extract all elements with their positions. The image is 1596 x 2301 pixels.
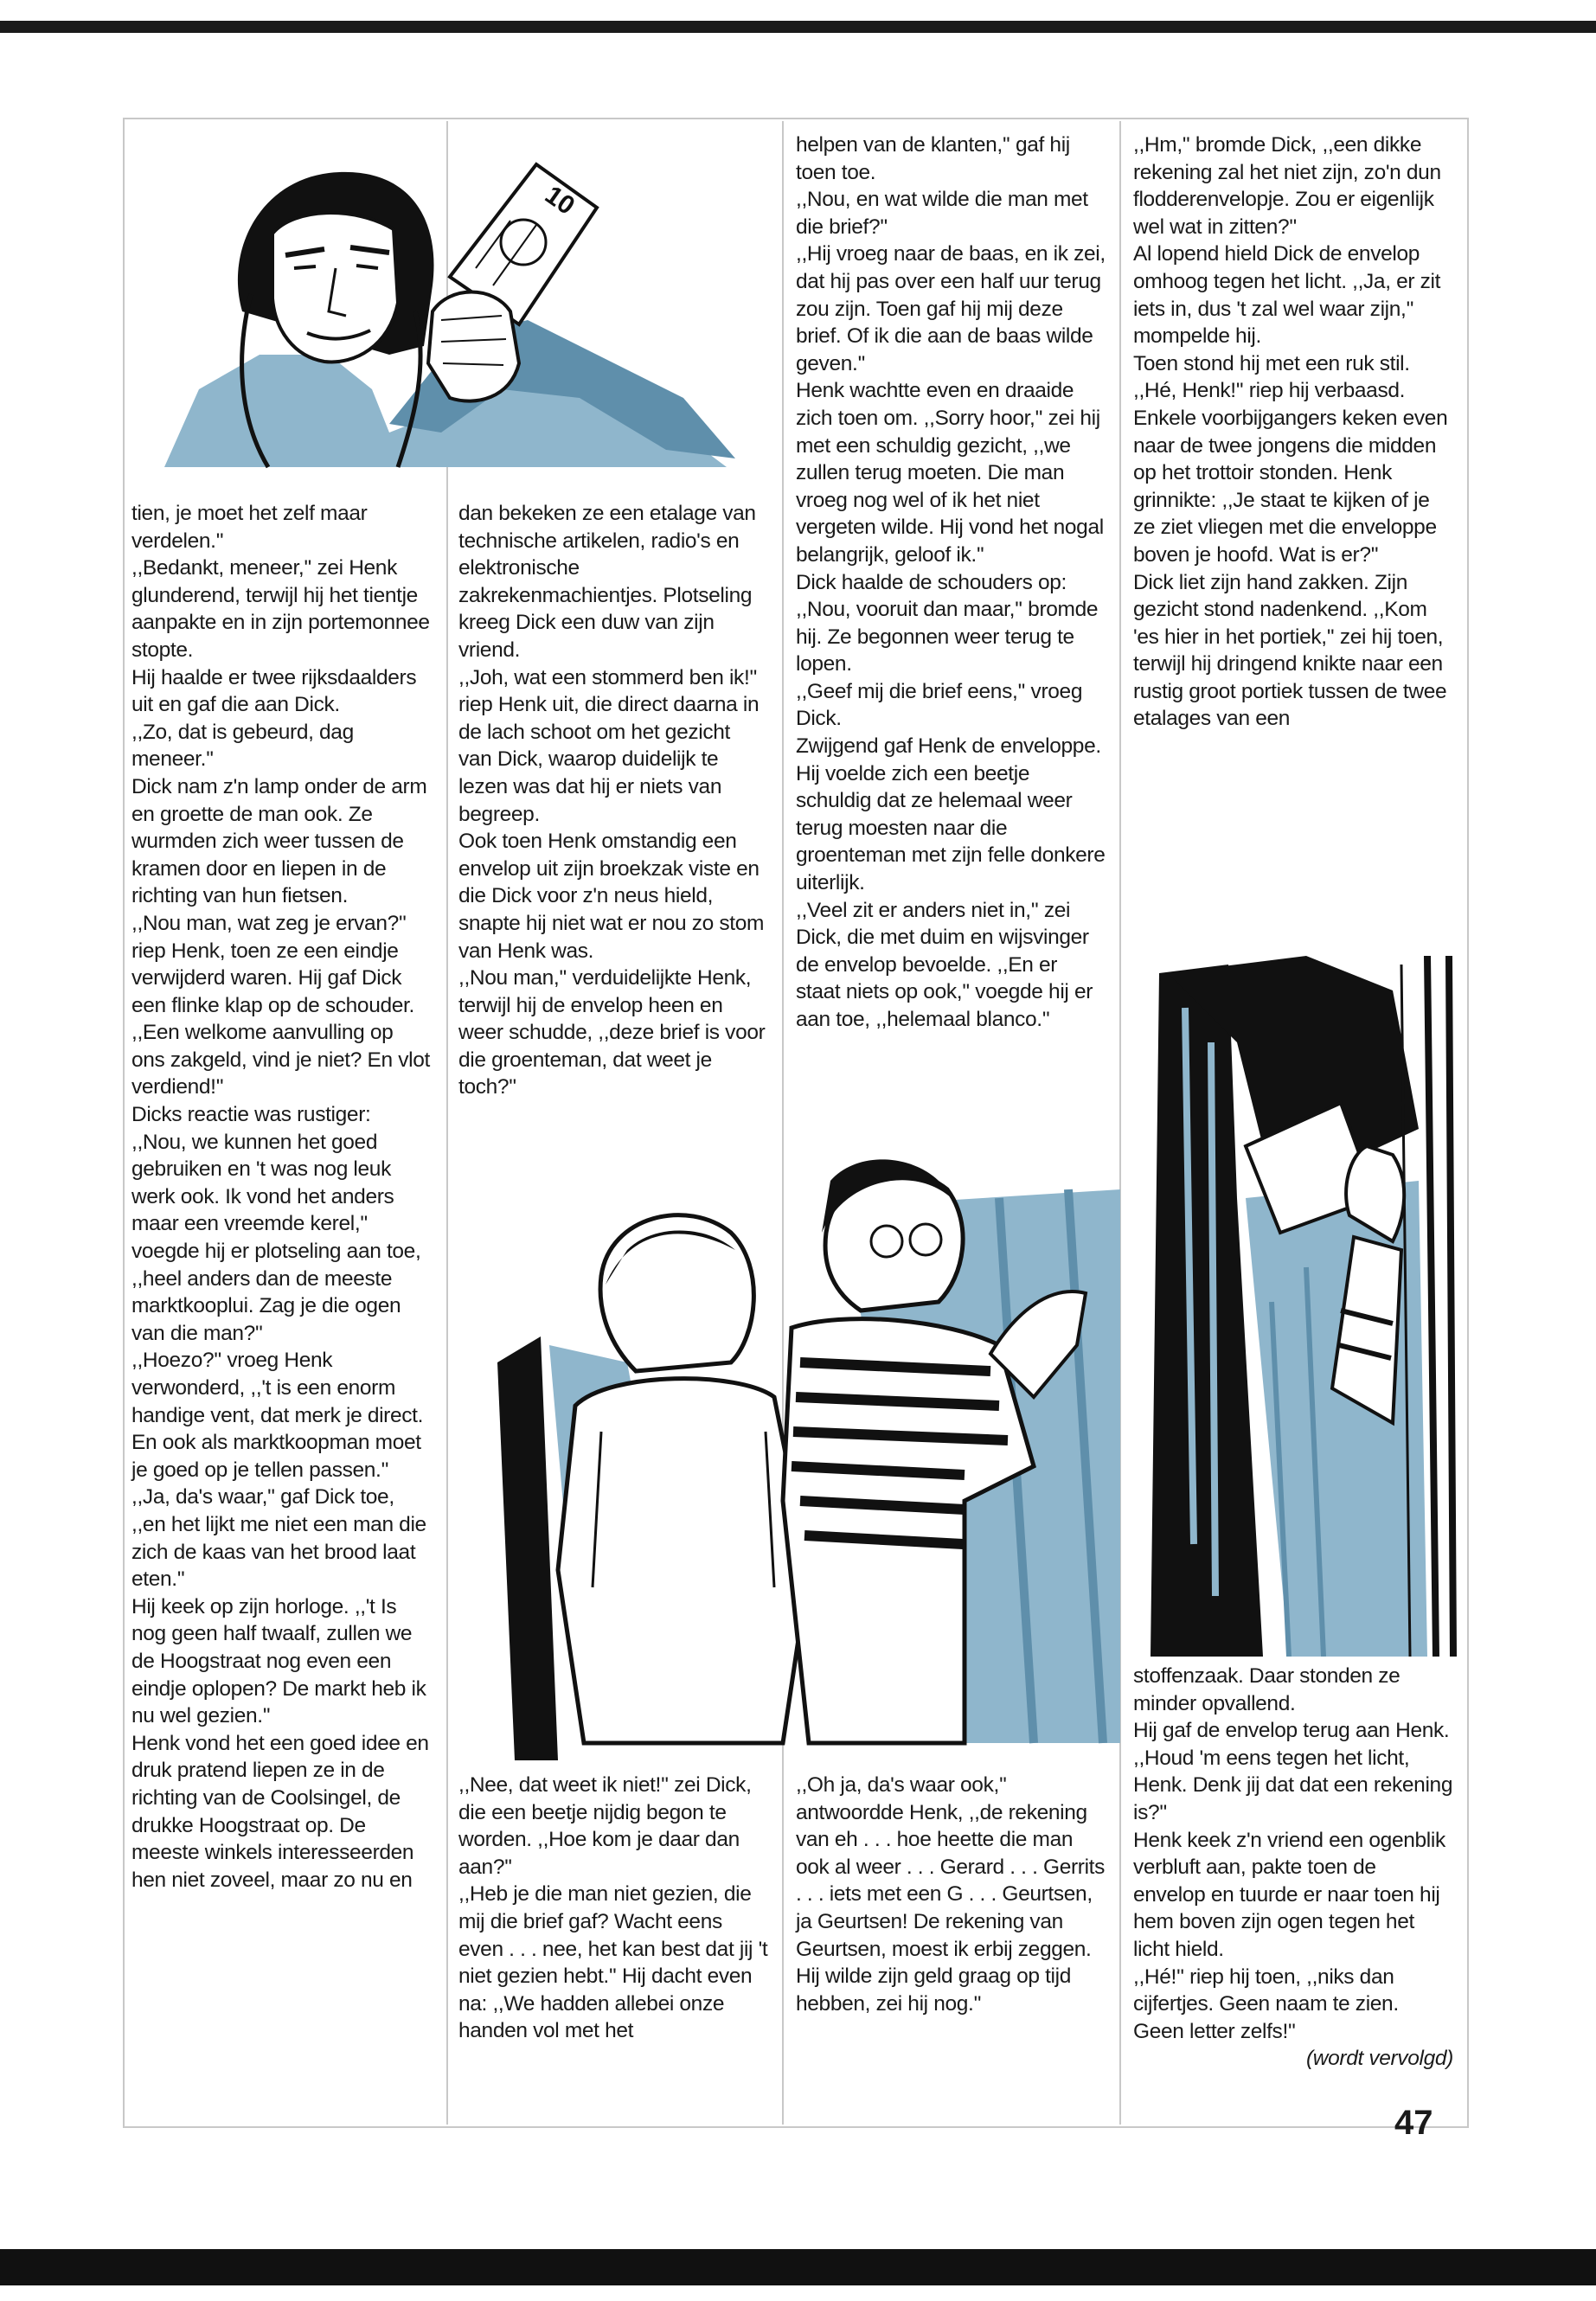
column-2-bottom (458, 1772, 768, 2045)
paragraph: ,,Zo, dat is gebeurd, dag meneer.'' (131, 720, 354, 772)
paragraph: ,,Veel zit er anders niet in,'' zei Dick, die met duim en wijsvinger de envelop bevoelde. ,,En er staat niets op ook,'' voegde hij er aan toe, ,,helemaal blanco.'' (796, 898, 1093, 1031)
paragraph: ,,Oh ja, da's waar ook,'' antwoordde Henk, ,,de rekening van eh . . . hoe heette die man ook al weer . . . Gerard . . . Gerrits . . . iets met een G . . . Geurtsen, ja Geurtsen! De rekening van Geurtsen, moest ik erbij zeggen. Hij wilde zijn geld graag op tijd hebben, zei hij nog.'' (796, 1773, 1106, 2016)
paragraph: ,,Hoezo?'' vroeg Henk verwonderd, ,,'t is een enorm handige vent, dat merk je direct. En ook als marktkoopman moet je goed op je tellen passen.'' (131, 1349, 424, 1482)
paragraph: Al lopend hield Dick de envelop omhoog tegen het licht. ,,Ja, er zit iets in, dus 't zal wel waar zijn,'' mompelde hij. (1133, 242, 1441, 349)
paragraph: Dick liet zijn hand zakken. Zijn gezicht stond nadenkend. ,,Kom 'es hier in het portiek,'' zei hij toen, terwijl hij dringend knikte naar een rustig groot portiek tussen de twee etalages van een (1133, 570, 1447, 731)
paragraph: Hij gaf de envelop terug aan Henk. ,,Houd 'm eens tegen het licht, Henk. Denk jij dat dat een rekening is?'' (1133, 1719, 1453, 1824)
paragraph: Henk wachtte even en draaide zich toen om. ,,Sorry hoor,'' zei hij met een schuldig gezicht, ,,we zullen terug moeten. Die man vroeg nog wel of ik het niet vergeten wilde. Hij vond het nogal belangrijk, geloof ik.'' (796, 379, 1104, 567)
paragraph: ,,Hij vroeg naar de baas, en ik zei, dat hij pas over een half uur terug zou zijn. Toen gaf hij mij deze brief. Of ik die aan de baas wilde geven.'' (796, 242, 1106, 375)
paragraph: Hij keek op zijn horloge. ,,'t Is nog geen half twaalf, zullen we de Hoogstraat nog even een eindje oplopen? De markt heb ik nu wel gezien.'' (131, 1594, 426, 1728)
two-boys-illustration (480, 1138, 1138, 1760)
column-2-top (458, 500, 768, 1101)
paragraph: Dick haalde de schouders op: ,,Nou, vooruit dan maar,'' bromde hij. Ze begonnen weer terug te lopen. (796, 570, 1099, 676)
paragraph: ,,Hé!'' riep hij toen, ,,niks dan cijfertjes. Geen naam te zien. Geen letter zelfs!'' (1133, 1965, 1399, 2043)
column-3-top (796, 131, 1106, 1034)
paragraph: Hij haalde er twee rijksdaalders uit en gaf die aan Dick. (131, 665, 417, 717)
paragraph: Dicks reactie was rustiger: ,,Nou, we kunnen het goed gebruiken en 't was nog leuk werk ook. Ik vond het anders maar een vreemde kerel,'' voegde hij er plotseling aan toe, ,,heel anders dan de meeste marktkooplui. Zag je die ogen van die man?'' (131, 1103, 421, 1345)
paragraph: ,,Nou, en wat wilde die man met die brief?'' (796, 188, 1088, 239)
column-divider (1119, 121, 1121, 2125)
paragraph: ,,Bedankt, meneer,'' zei Henk glunderend, terwijl hij het tientje aanpakte en in zijn portemonnee stopte. (131, 556, 430, 662)
paragraph: ,,Hm,'' bromde Dick, ,,een dikke rekening zal het niet zijn, zo'n dun flodderenvelopje. Zou er eigenlijk wel wat in zitten?'' (1133, 133, 1441, 239)
paragraph: ,,Joh, wat een stommerd ben ik!'' riep Henk uit, die direct daarna in de lach schoot om het gezicht van Dick, waarop duidelijk te lezen was dat hij er niets van begreep. (458, 665, 760, 826)
paragraph: Zwijgend gaf Henk de enveloppe. Hij voelde zich een beetje schuldig dat ze helemaal weer terug moesten naar die groenteman met zijn felle donkere uiterlijk. (796, 734, 1106, 895)
banknote-value: 10 (539, 180, 580, 221)
man-with-banknote-illustration (130, 138, 753, 484)
column-4-bottom (1133, 1663, 1453, 2073)
paragraph: helpen van de klanten,'' gaf hij toen toe. (796, 133, 1070, 184)
bottom-rule (0, 2249, 1596, 2285)
column-4-top (1133, 131, 1453, 733)
paragraph: ,,Heb je die man niet gezien, die mij die brief gaf? Wacht eens even . . . nee, het kan best dat jij 't niet gezien hebt.'' Hij dacht even na: ,,We hadden allebei onze handen vol met het (458, 1882, 768, 2043)
paragraph: Dick nam z'n lamp onder de arm en groette de man ook. Ze wurmden zich weer tussen de kramen door en liepen in de richting van hun fietsen. (131, 774, 427, 908)
paragraph: ,,Geef mij die brief eens,'' vroeg Dick. (796, 679, 1083, 731)
top-rule (0, 21, 1596, 33)
column-1 (131, 500, 431, 1894)
paragraph: ,,Een welkome aanvulling op ons zakgeld, vind je niet? En vlot verdiend!'' (131, 1021, 430, 1099)
paragraph: Enkele voorbijgangers keken even naar de twee jongens die midden op het trottoir stonden. Henk grinnikte: ,,Je staat te kijken of je ze ziet vliegen met die enveloppe boven je hoofd. Wat is er?'' (1133, 406, 1448, 567)
paragraph: Henk keek z'n vriend een ogenblik verbluft aan, pakte toen de envelop en tuurde er naar toen hij hem boven zijn ogen tegen het licht hield. (1133, 1828, 1445, 1961)
continued-note: (wordt vervolgd) (1305, 2047, 1453, 2071)
page-number: 47 (1394, 2104, 1433, 2142)
paragraph: Toen stond hij met een ruk stil. ,,Hé, Henk!'' riep hij verbaasd. (1133, 351, 1410, 403)
column-3-bottom (796, 1772, 1106, 2017)
hand-with-envelope-illustration (1133, 939, 1462, 1657)
paragraph: ,,Nee, dat weet ik niet!'' zei Dick, die een beetje nijdig begon te worden. ,,Hoe kom je daar dan aan?'' (458, 1773, 752, 1879)
column-divider (782, 121, 784, 2125)
paragraph: tien, je moet het zelf maar verdelen.'' (131, 502, 368, 553)
paragraph: stoffenzaak. Daar stonden ze minder opvallend. (1133, 1664, 1401, 1715)
paragraph: dan bekeken ze een etalage van technische artikelen, radio's en elektronische zakrekenmachientjes. Plotseling kreeg Dick een duw van zijn vriend. (458, 502, 756, 662)
paragraph: Ook toen Henk omstandig een envelop uit zijn broekzak viste en die Dick voor z'n neus hield, snapte hij niet wat er nou zo stom van Henk was. (458, 830, 765, 963)
paragraph: ,,Ja, da's waar,'' gaf Dick toe, ,,en het lijkt me niet een man die zich de kaas van het brood laat eten.'' (131, 1485, 426, 1592)
paragraph: Henk vond het een goed idee en druk pratend liepen ze in de richting van de Coolsingel, de drukke Hoogstraat op. De meeste winkels interesseerden hen niet zoveel, maar zo nu en (131, 1731, 429, 1892)
paragraph: ,,Nou man, wat zeg je ervan?'' riep Henk, toen ze een eindje verwijderd waren. Hij gaf Dick een flinke klap op de schouder. (131, 911, 414, 1017)
paragraph: ,,Nou man,'' verduidelijkte Henk, terwijl hij de envelop heen en weer schudde, ,,deze brief is voor die groenteman, dat weet je toch?'' (458, 966, 766, 1099)
